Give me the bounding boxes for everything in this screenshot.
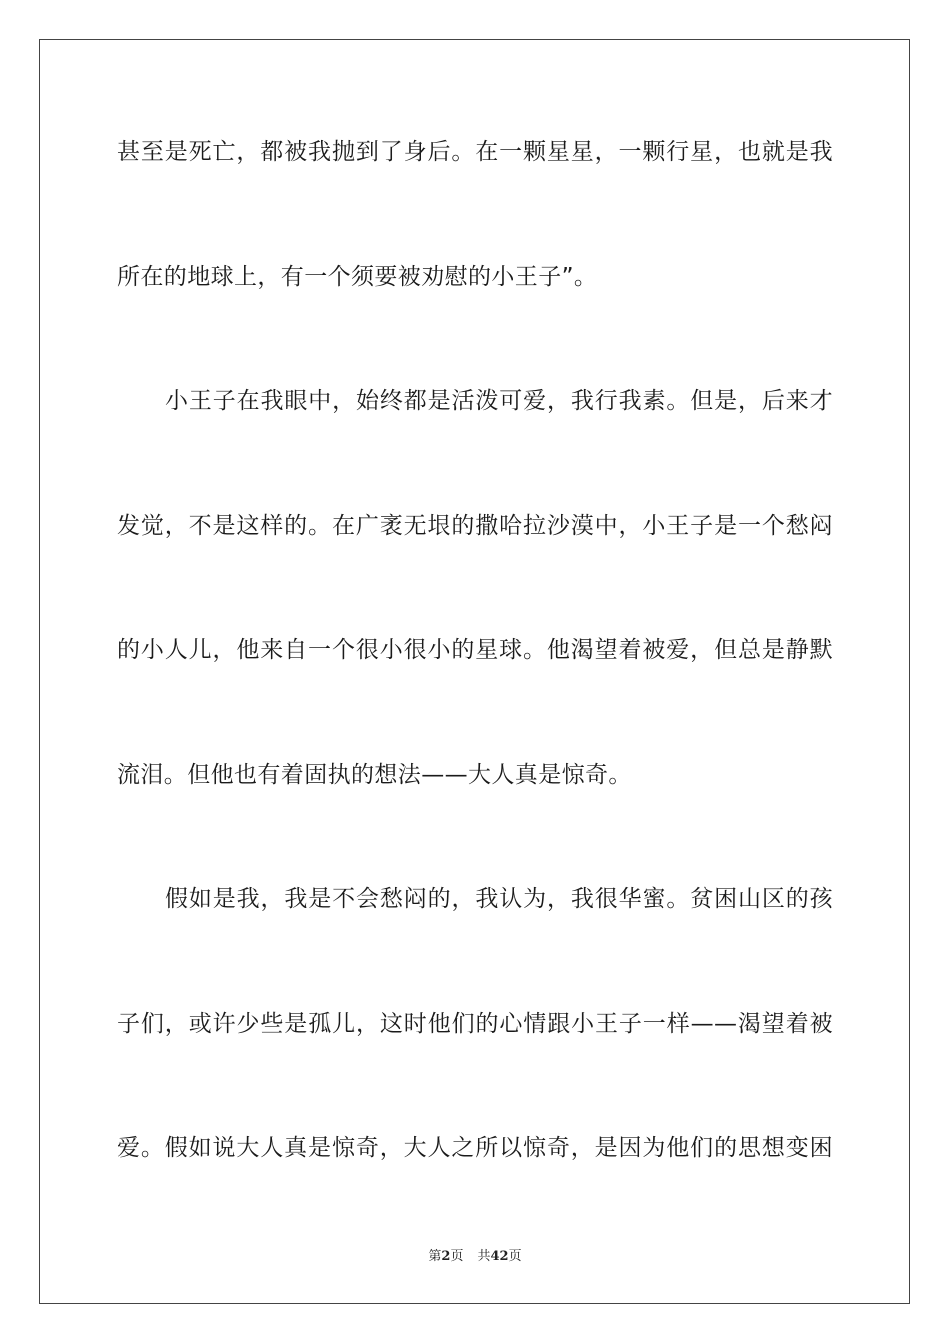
text-line: 流泪。但他也有着固执的想法——大人真是惊奇。 <box>117 762 632 788</box>
text-line: 小王子在我眼中，始终都是活泼可爱，我行我素。但是，后来才 <box>165 388 833 414</box>
total-pages: 42 <box>490 1249 509 1264</box>
page-footer <box>0 1248 950 1266</box>
text-line: 的小人儿，他来自一个很小很小的星球。他渴望着被爱，但总是静默 <box>117 637 833 663</box>
text-line: 所在的地球上，有一个须要被劝慰的小王子”。 <box>117 264 598 290</box>
text-line: 爱。假如说大人真是惊奇，大人之所以惊奇，是因为他们的思想变困 <box>117 1135 833 1161</box>
text-line: 甚至是死亡，都被我抛到了身后。在一颗星星，一颗行星，也就是我 <box>117 139 833 165</box>
text-line: 假如是我，我是不会愁闷的，我认为，我很华蜜。贫困山区的孩 <box>165 886 833 912</box>
page-number: 2 <box>441 1249 451 1264</box>
total-pages-label: 共42页 <box>477 1249 522 1264</box>
page-label: 第2页 <box>428 1249 464 1264</box>
page-border <box>39 39 910 1304</box>
text-line: 发觉，不是这样的。在广袤无垠的撒哈拉沙漠中，小王子是一个愁闷 <box>117 513 833 539</box>
text-line: 子们，或许少些是孤儿，这时他们的心情跟小王子一样——渴望着被 <box>117 1011 833 1037</box>
